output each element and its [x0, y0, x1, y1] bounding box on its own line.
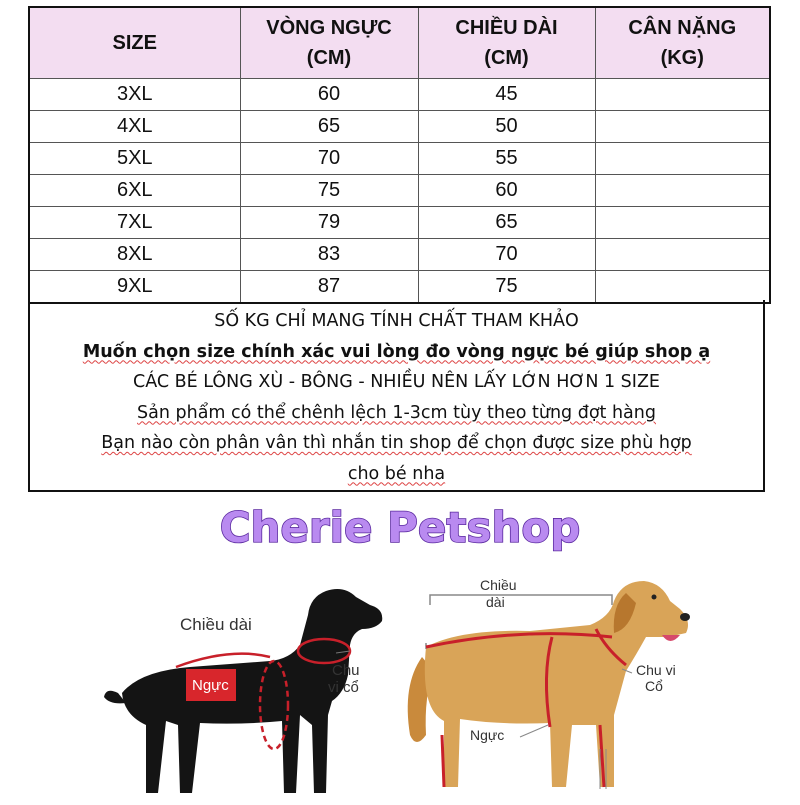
- cell-size: 3XL: [29, 79, 240, 111]
- cell-chest: 83: [240, 239, 418, 271]
- cell-size: 8XL: [29, 239, 240, 271]
- right-neck-label-2: Cổ: [645, 678, 663, 694]
- notes-box: [28, 300, 765, 492]
- cell-length: 60: [418, 175, 595, 207]
- cell-chest: 70: [240, 143, 418, 175]
- cell-length: 70: [418, 239, 595, 271]
- table-row: [29, 143, 770, 175]
- cell-size: 5XL: [29, 143, 240, 175]
- note-contact-shop-cont: cho bé nha: [347, 463, 446, 484]
- brand-logo: [0, 498, 800, 556]
- cell-length: 65: [418, 207, 595, 239]
- header-weight: CÂN NẶNG (KG): [595, 7, 770, 79]
- right-chest-label: Ngực: [470, 727, 505, 743]
- note-weight-reference: SỐ KG CHỈ MANG TÍNH CHẤT THAM KHẢO: [214, 311, 579, 331]
- cell-weight: [595, 111, 770, 143]
- right-length-label-1: Chiều: [480, 577, 517, 593]
- cell-weight: [595, 207, 770, 239]
- table-row: [29, 79, 770, 111]
- cell-size: 7XL: [29, 207, 240, 239]
- size-chart-table: [28, 6, 771, 304]
- table-row: [29, 175, 770, 207]
- table-row: [29, 207, 770, 239]
- cell-chest: 87: [240, 271, 418, 304]
- cell-size: 4XL: [29, 111, 240, 143]
- left-neck-label-1: Chu: [332, 662, 360, 679]
- cell-weight: [595, 175, 770, 207]
- table-header-row: [29, 7, 770, 79]
- note-contact-shop: Bạn nào còn phân vân thì nhắn tin shop để chọn được size phù hợp: [101, 433, 692, 453]
- cell-chest: 65: [240, 111, 418, 143]
- cell-chest: 75: [240, 175, 418, 207]
- cell-weight: [595, 271, 770, 304]
- cell-length: 50: [418, 111, 595, 143]
- cell-weight: [595, 79, 770, 111]
- left-length-label: Chiều dài: [180, 615, 252, 634]
- note-measure-chest: Muốn chọn size chính xác vui lòng đo vòng ngực bé giúp shop ạ: [82, 341, 711, 362]
- cell-chest: 60: [240, 79, 418, 111]
- left-neck-label-2: vi cổ: [328, 679, 359, 696]
- cell-length: 45: [418, 79, 595, 111]
- cell-size: 6XL: [29, 175, 240, 207]
- note-variance: Sản phẩm có thể chênh lệch 1-3cm tùy theo từng đợt hàng: [137, 402, 656, 423]
- cell-chest: 79: [240, 207, 418, 239]
- dog-diagram-golden: [400, 575, 720, 800]
- right-neck-label-1: Chu vi: [636, 662, 676, 678]
- note-fluffy-size-up: CÁC BÉ LÔNG XÙ - BÔNG - NHIỀU NÊN LẤY LỚN HƠN 1 SIZE: [132, 372, 660, 392]
- cell-size: 9XL: [29, 271, 240, 304]
- cell-weight: [595, 239, 770, 271]
- header-size: SIZE: [29, 7, 240, 79]
- brand-name: Cherie Petshop: [219, 503, 581, 552]
- right-length-label-2: dài: [486, 594, 505, 610]
- cell-weight: [595, 143, 770, 175]
- header-length: CHIỀU DÀI (CM): [418, 7, 595, 79]
- dog-diagram-silhouette: [100, 575, 390, 800]
- table-row: [29, 111, 770, 143]
- table-row: [29, 271, 770, 304]
- header-chest: VÒNG NGỰC (CM): [240, 7, 418, 79]
- cell-length: 75: [418, 271, 595, 304]
- cell-length: 55: [418, 143, 595, 175]
- table-row: [29, 239, 770, 271]
- golden-retriever-icon: [400, 575, 720, 800]
- left-chest-label: Ngực: [192, 677, 229, 694]
